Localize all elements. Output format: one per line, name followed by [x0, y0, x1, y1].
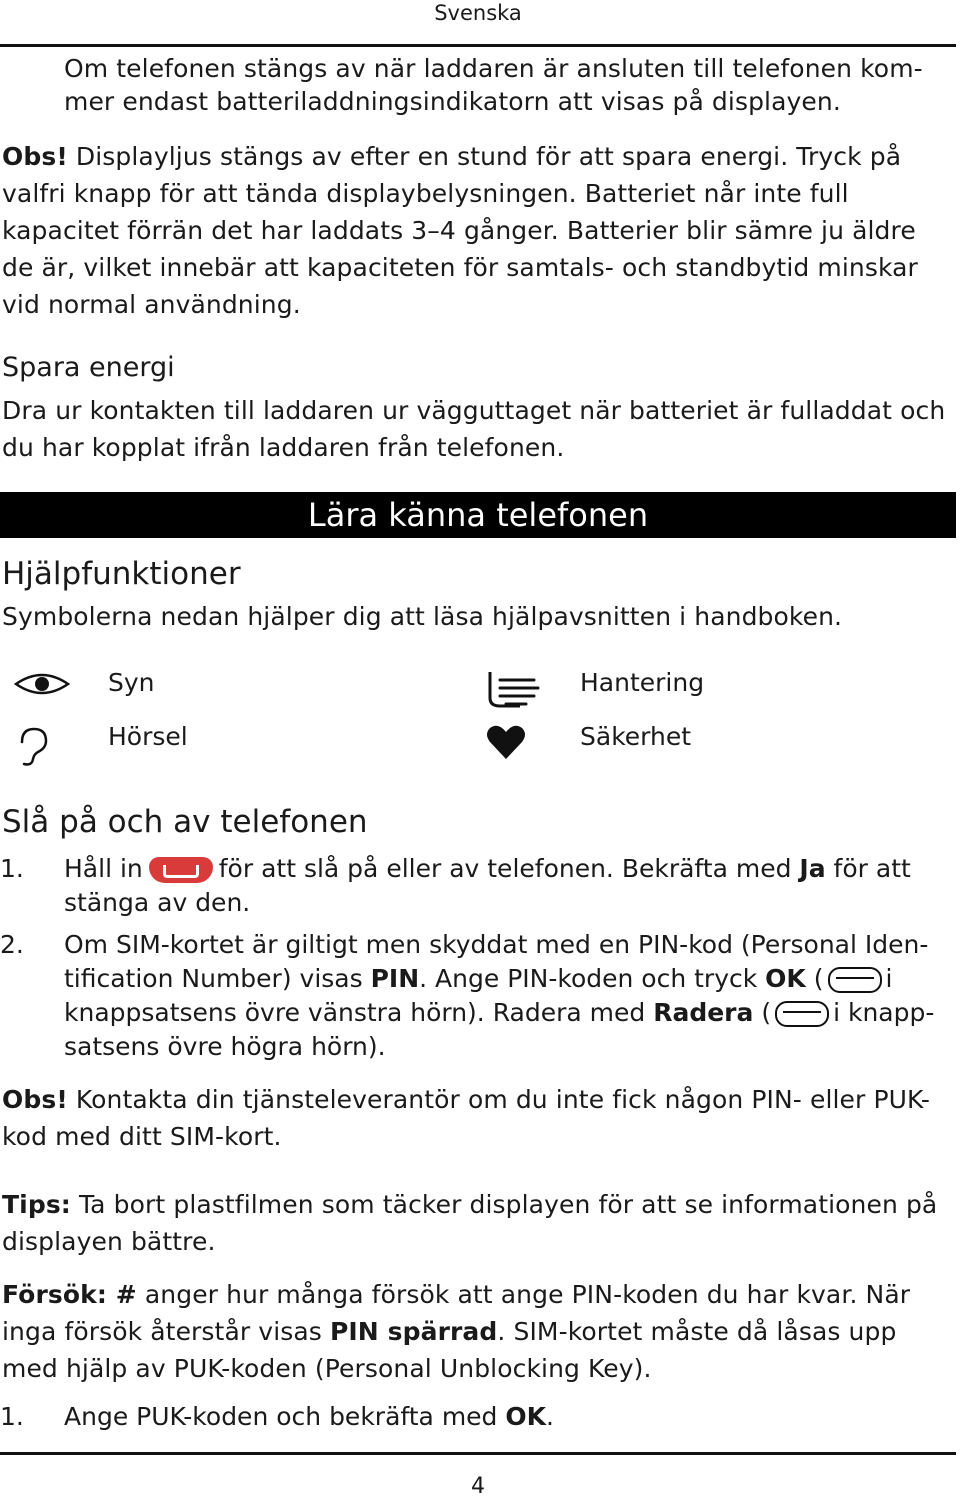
left-softkey-icon [828, 967, 882, 993]
obs-paragraph-display [2, 138, 952, 323]
tips-paragraph [2, 1186, 952, 1260]
obs-paragraph-pin [2, 1081, 952, 1155]
hand-icon [486, 668, 540, 708]
symbol-label-syn: Syn [108, 668, 155, 697]
symbol-label-horsel: Hörsel [108, 722, 188, 751]
obs-label: Obs! [2, 1085, 68, 1114]
heart-icon [486, 724, 526, 760]
step-number: 1. [0, 854, 24, 883]
puk-ok: OK [505, 1402, 547, 1431]
step2-text-f: i knapp-satsens övre högra hörn). [64, 998, 935, 1061]
forsok-pin-sparrad: PIN spärrad [329, 1317, 498, 1346]
step-number: 1. [0, 1402, 24, 1431]
step2-paren-open-2: ( [761, 998, 772, 1027]
step2-pin: PIN [370, 964, 420, 993]
step-number: 2. [0, 930, 24, 959]
step1-ja: Ja [799, 854, 826, 883]
step1-text-a: Håll in [64, 854, 143, 883]
chapter-banner: Lära känna telefonen [0, 492, 956, 538]
puk-end: . [546, 1402, 554, 1431]
puk-text: Ange PUK-koden och bekräfta med [64, 1402, 498, 1431]
header-rule [0, 44, 956, 47]
power-step-1 [0, 852, 958, 922]
step2-paren-open: ( [813, 964, 824, 993]
page-number: 4 [471, 1474, 485, 1499]
step2-radera: Radera [653, 998, 754, 1027]
step2-ok: OK [765, 964, 806, 993]
power-step-2 [0, 928, 958, 1068]
step2-text-b: . Ange PIN-koden och tryck [419, 964, 758, 993]
tips-label: Tips: [2, 1190, 71, 1219]
obs-label: Obs! [2, 142, 68, 171]
symbol-label-sakerhet: Säkerhet [580, 722, 692, 751]
footer-rule [0, 1452, 956, 1455]
step2-text-a: Om SIM-kortet är giltigt men skyddat med en PIN-kod (Personal Iden-tification Number) visas [64, 930, 929, 993]
obs-text: Kontakta din tjänsteleverantör om du inte fick någon PIN- eller PUK-kod med ditt SIM-kort. [2, 1085, 931, 1151]
tips-text: Ta bort plastfilmen som täcker displayen för att se informationen på displayen bättre. [2, 1190, 938, 1256]
forsok-paragraph [2, 1276, 952, 1387]
forsok-label: Försök: # [2, 1280, 137, 1309]
page-header-language: Svenska [434, 1, 522, 25]
red-end-key-icon [149, 857, 213, 883]
eye-icon [14, 670, 70, 698]
step1-text-c: för att stänga av den. [64, 854, 911, 917]
step1-text-b: för att slå på eller av telefonen. Bekräfta med [218, 854, 792, 883]
charger-note: Om telefonen stängs av när laddaren är ansluten till telefonen kom- mer endast batteriladdningsindikatorn att visas på displayen. [64, 54, 923, 116]
ear-icon [16, 726, 50, 768]
section-title-energy: Spara energi [2, 352, 175, 383]
puk-step-1 [0, 1400, 958, 1436]
obs-text: Displayljus stängs av efter en stund för att spara energi. Tryck på valfri knapp för att tända displaybelysningen. Batteriet når inte full kapacitet förrän det har laddats 3–4 gånger. Batterier blir sämre ju äldre de är, vilket innebär att kapaciteten för samtals- och standbytid minskar vid normal användning. [2, 142, 918, 319]
energy-text: Dra ur kontakten till laddaren ur vägguttaget när batteriet är fulladdat och du har kopplat ifrån laddaren från telefonen. [2, 396, 946, 462]
section-title-power: Slå på och av telefonen [2, 804, 368, 840]
help-text: Symbolerna nedan hjälper dig att läsa hjälpavsnitten i handboken. [2, 602, 843, 631]
forsok-text-a: anger hur många försök att ange PIN-koden du har kvar. När inga försök återstår visas [2, 1280, 911, 1346]
forsok-text-b: . SIM-kortet måste då låsas upp med hjälp av PUK-koden (Personal Unblocking Key). [2, 1317, 897, 1383]
right-softkey-icon [775, 1001, 829, 1027]
symbol-label-hantering: Hantering [580, 668, 705, 697]
section-title-help: Hjälpfunktioner [2, 556, 241, 592]
step2-text-d: i knappsatsens övre vänstra hörn). Radera med [64, 964, 893, 1027]
